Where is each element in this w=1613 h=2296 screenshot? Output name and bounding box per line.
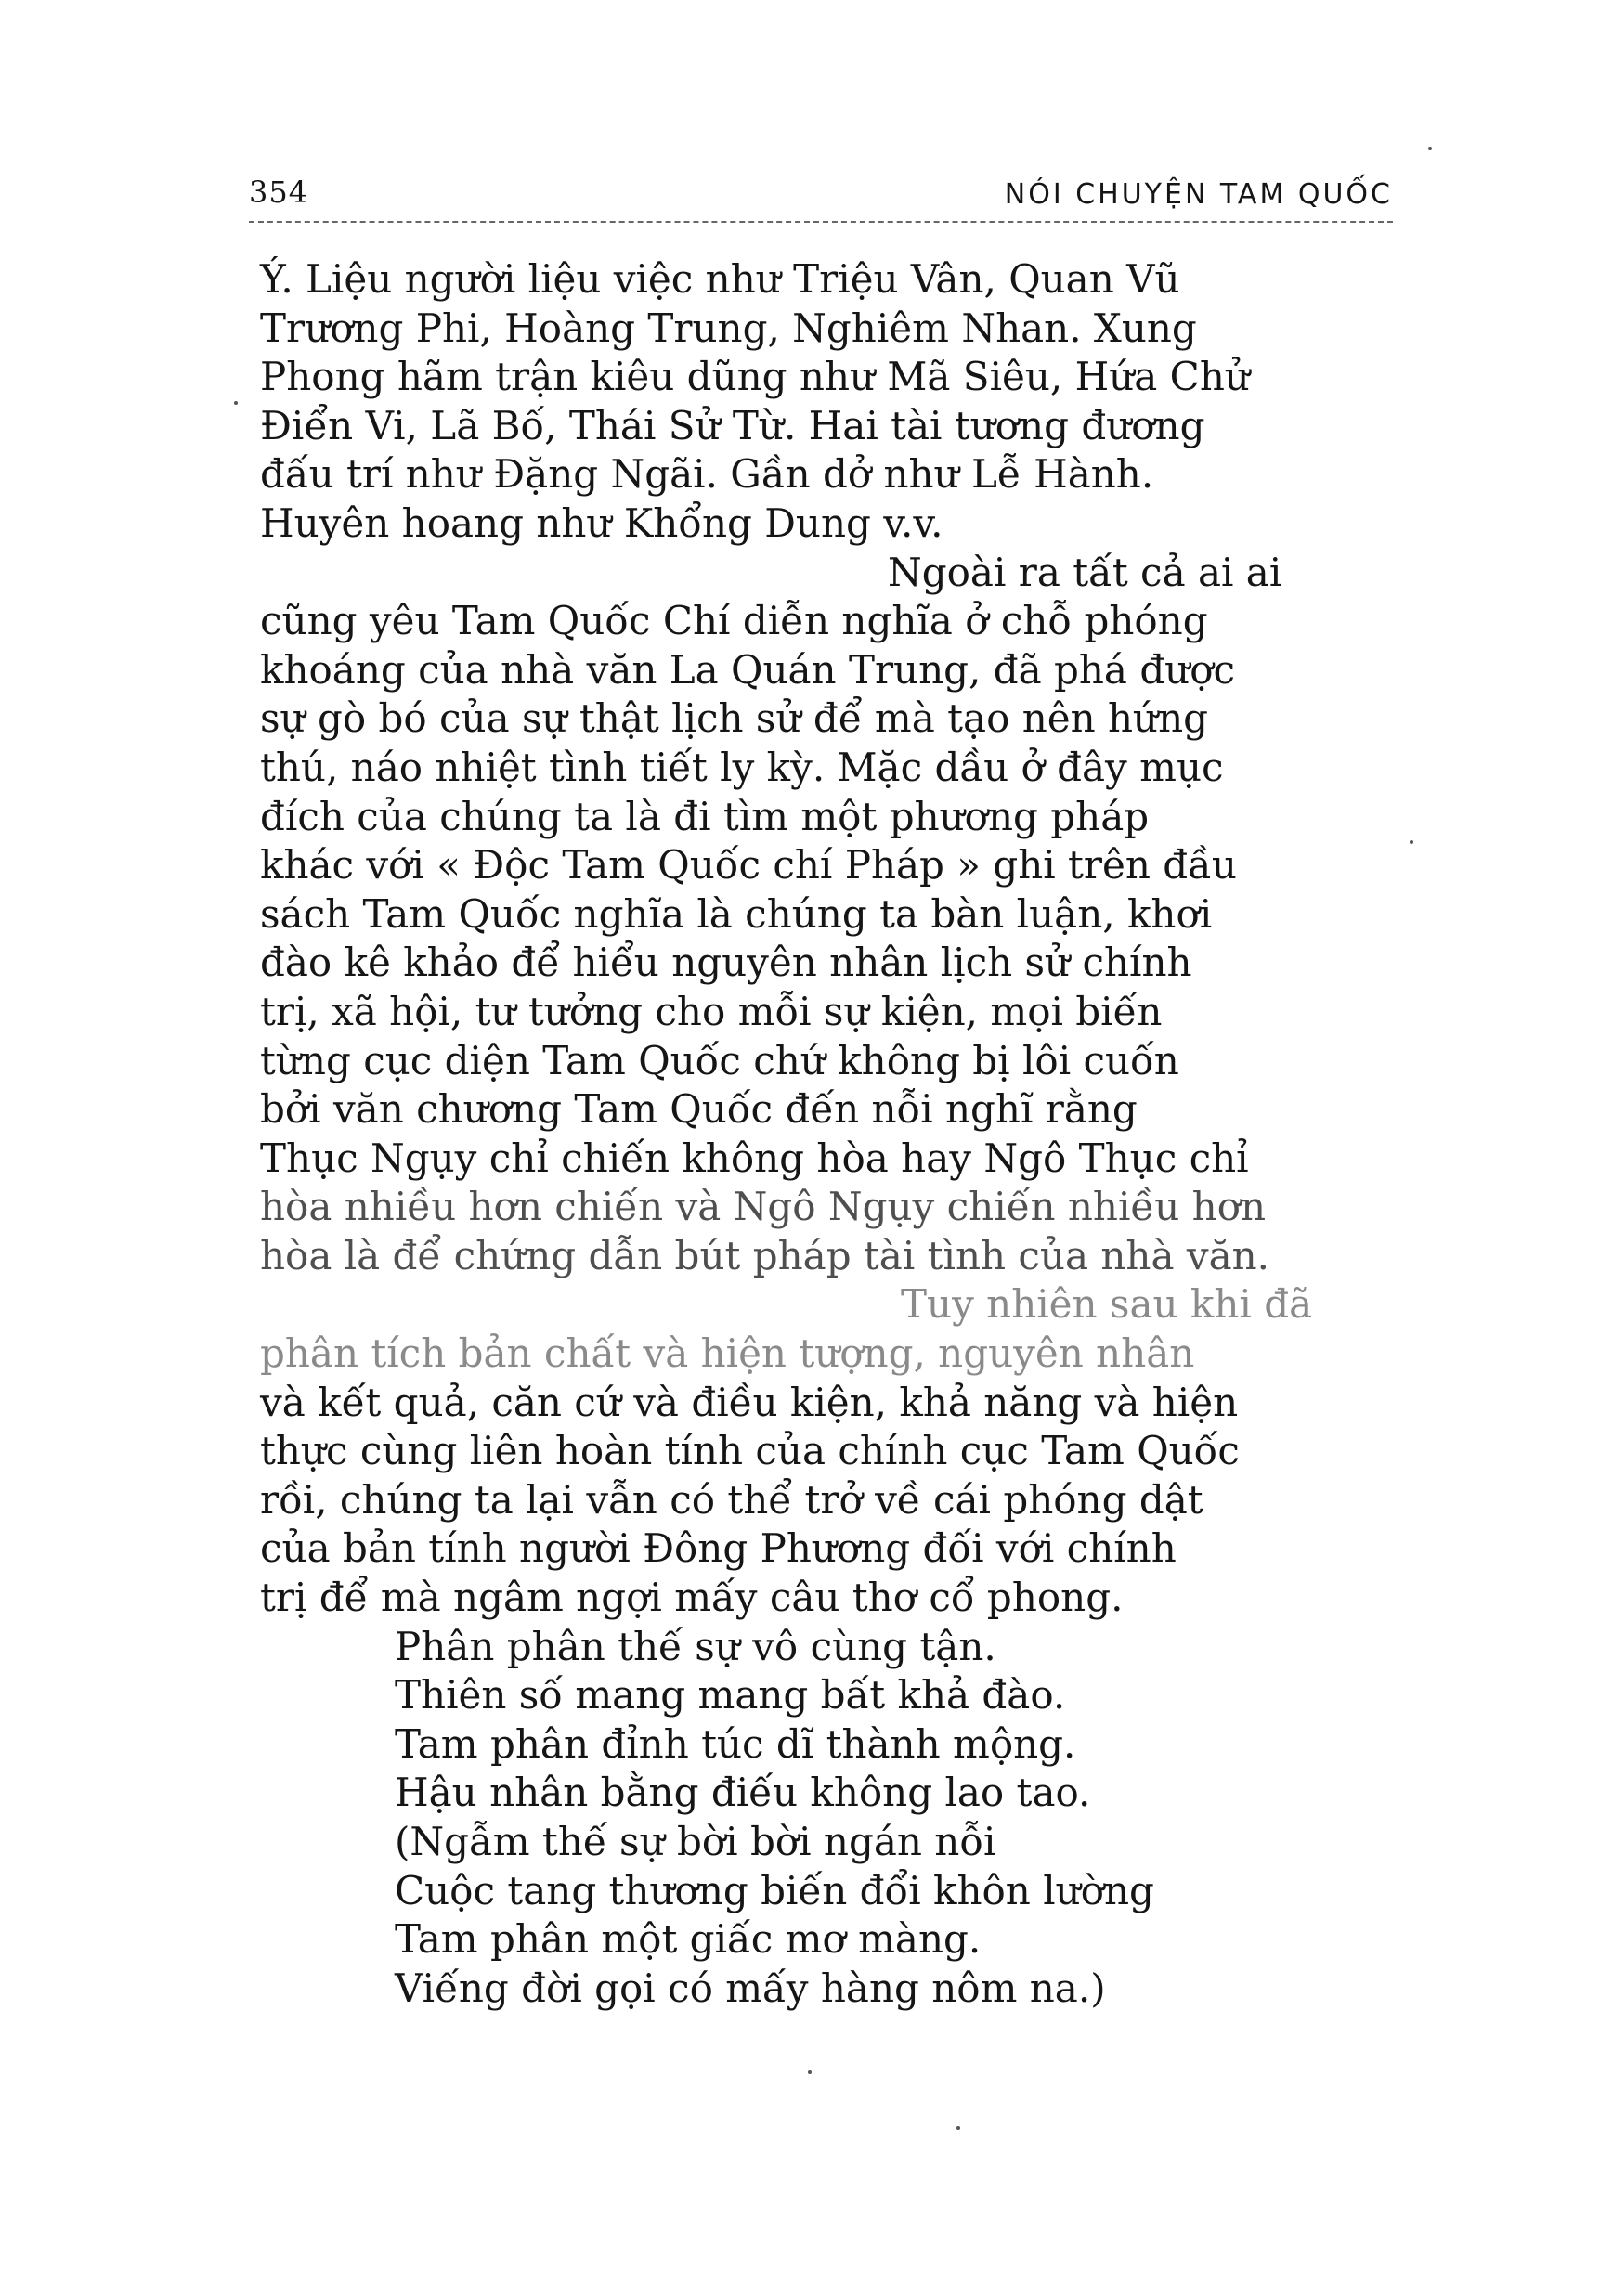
scan-speck — [1410, 840, 1413, 844]
scan-speck — [808, 2070, 812, 2074]
text-line: trị, xã hội, tư tưởng cho mỗi sự kiện, mọi biến — [260, 988, 1163, 1034]
page-number: 354 — [249, 175, 309, 210]
poem-line: Cuộc tang thương biến đổi khôn lường — [395, 1867, 1154, 1913]
poem-line: Phân phân thế sự vô cùng tận. — [395, 1623, 996, 1669]
text-line: Huyên hoang như Khổng Dung v.v. — [260, 499, 943, 546]
text-line: sách Tam Quốc nghĩa là chúng ta bàn luận, khơi — [260, 890, 1213, 937]
text-line: khác với « Độc Tam Quốc chí Pháp » ghi trên đầu — [260, 842, 1237, 889]
text-line: đào kê khảo để hiểu nguyên nhân lịch sử chính — [260, 940, 1192, 986]
text-line: thú, náo nhiệt tình tiết ly kỳ. Mặc dầu ở đây mục — [260, 744, 1224, 790]
text-line: rồi, chúng ta lại vẫn có thể trở về cái phóng dật — [260, 1476, 1203, 1523]
body-text — [260, 255, 1388, 2013]
text-line: bởi văn chương Tam Quốc đến nỗi nghĩ rằng — [260, 1086, 1138, 1133]
text-line: sự gò bó của sự thật lịch sử để mà tạo nên hứng — [260, 695, 1209, 742]
header-rule — [249, 221, 1393, 223]
running-title: NÓI CHUYỆN TAM QUỐC — [1004, 178, 1393, 211]
poem-line: Tam phân đỉnh túc dĩ thành mộng. — [395, 1720, 1076, 1767]
scan-speck — [1428, 147, 1432, 150]
poem-line: Hậu nhân bằng điếu không lao tao. — [395, 1770, 1091, 1816]
poem-line: (Ngẫm thế sự bời bời ngán nỗi — [395, 1819, 996, 1864]
paragraph-start-line: Tuy nhiên sau khi đã — [901, 1281, 1313, 1328]
paragraph-start-line: Ngoài ra tất cả ai ai — [888, 549, 1282, 595]
poem-line: Viếng đời gọi có mấy hàng nôm na.) — [395, 1965, 1106, 2011]
text-line: thực cùng liên hoàn tính của chính cục Tam Quốc — [260, 1428, 1240, 1474]
text-line: từng cục diện Tam Quốc chứ không bị lôi cuốn — [260, 1037, 1179, 1083]
text-line: Phong hãm trận kiêu dũng như Mã Siêu, Hứa Chử — [260, 354, 1250, 400]
text-line: Thục Ngụy chỉ chiến không hòa hay Ngô Thục chỉ — [260, 1135, 1249, 1181]
text-line: khoáng của nhà văn La Quán Trung, đã phá được — [260, 646, 1236, 693]
text-line: đích của chúng ta là đi tìm một phương pháp — [260, 793, 1150, 839]
text-line: hòa nhiều hơn chiến và Ngô Ngụy chiến nhiều hơn — [260, 1184, 1267, 1230]
poem-line: Thiên số mang mang bất khả đào. — [395, 1672, 1066, 1719]
text-line: Ý. Liệu người liệu việc như Triệu Vân, Quan Vũ — [260, 256, 1180, 302]
text-line: đấu trí như Đặng Ngãi. Gần dở như Lễ Hành. — [260, 451, 1154, 498]
text-line: Điển Vi, Lã Bố, Thái Sử Từ. Hai tài tương đương — [260, 402, 1205, 448]
text-line: và kết quả, căn cứ và điều kiện, khả năng và hiện — [260, 1379, 1239, 1425]
scan-speck — [234, 401, 238, 405]
scan-speck — [956, 2126, 960, 2130]
text-line: hòa là để chứng dẫn bút pháp tài tình của nhà văn. — [260, 1232, 1270, 1278]
text-line: phân tích bản chất và hiện tượng, nguyên nhân — [260, 1330, 1195, 1377]
text-line: trị để mà ngâm ngợi mấy câu thơ cổ phong. — [260, 1575, 1124, 1621]
text-line: cũng yêu Tam Quốc Chí diễn nghĩa ở chỗ phóng — [260, 598, 1208, 644]
text-line: Trương Phi, Hoàng Trung, Nghiêm Nhan. Xung — [260, 305, 1197, 351]
page-header — [249, 175, 1393, 230]
poem-line: Tam phân một giấc mơ màng. — [395, 1916, 982, 1963]
text-line: của bản tính người Đông Phương đối với chính — [260, 1525, 1177, 1572]
